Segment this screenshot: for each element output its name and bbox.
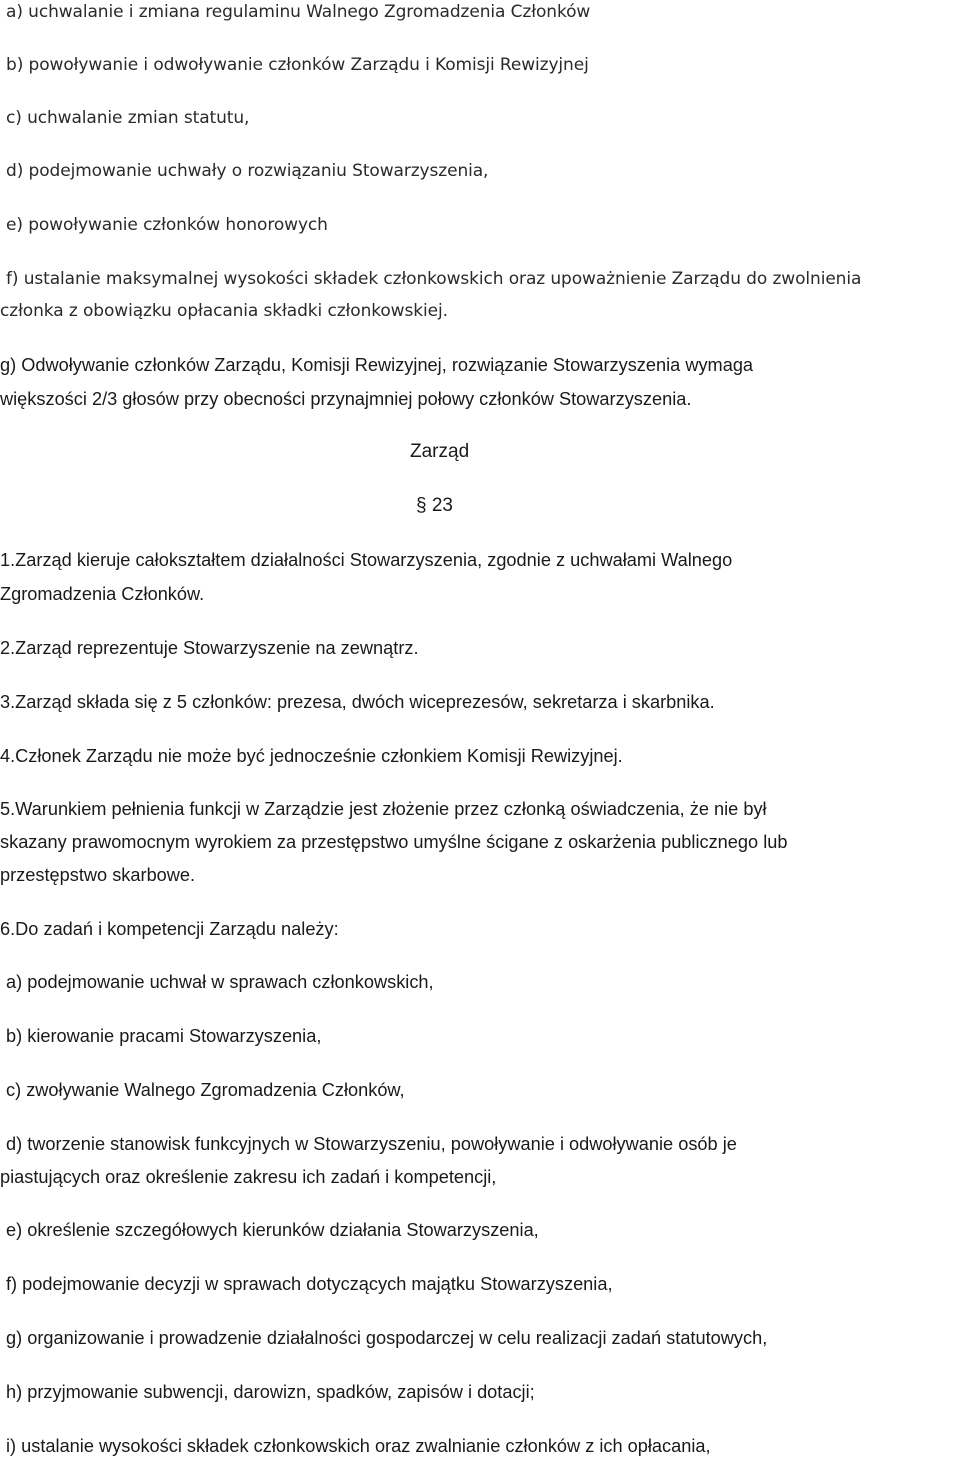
task-item: b) kierowanie pracami Stowarzyszenia,	[6, 1026, 322, 1046]
paragraph-point-continuation: Zgromadzenia Członków.	[0, 584, 205, 604]
task-item: c) zwoływanie Walnego Zgromadzenia Członków,	[6, 1080, 405, 1100]
task-item: f) podejmowanie decyzji w sprawach dotyczących majątku Stowarzyszenia,	[6, 1274, 613, 1294]
paragraph-point: 6.Do zadań i kompetencji Zarządu należy:	[0, 919, 339, 939]
list-item: b) powoływanie i odwoływanie członków Zarządu i Komisji Rewizyjnej	[6, 55, 589, 75]
paragraph-point-continuation: skazany prawomocnym wyrokiem za przestępstwo umyślne ścigane z oskarżenia publicznego lub	[0, 832, 788, 852]
paragraph-number: § 23	[416, 495, 453, 516]
list-item: g) Odwoływanie członków Zarządu, Komisji Rewizyjnej, rozwiązanie Stowarzyszenia wymaga	[0, 355, 754, 375]
task-item: d) tworzenie stanowisk funkcyjnych w Stowarzyszeniu, powoływanie i odwoływanie osób je	[6, 1134, 737, 1154]
list-item: c) uchwalanie zmian statutu,	[6, 108, 250, 128]
list-item: d) podejmowanie uchwały o rozwiązaniu Stowarzyszenia,	[6, 161, 489, 181]
list-item: e) powoływanie członków honorowych	[6, 215, 328, 235]
list-item-continuation: członka z obowiązku opłacania składki członkowskiej.	[0, 301, 448, 321]
task-item-continuation: piastujących oraz określenie zakresu ich zadań i kompetencji,	[0, 1167, 497, 1187]
paragraph-point: 4.Członek Zarządu nie może być jednocześnie członkiem Komisji Rewizyjnej.	[0, 746, 623, 766]
paragraph-point: 1.Zarząd kieruje całokształtem działalności Stowarzyszenia, zgodnie z uchwałami Walnego	[0, 550, 733, 570]
list-item-continuation: większości 2/3 głosów przy obecności przynajmniej połowy członków Stowarzyszenia.	[0, 389, 692, 409]
paragraph-point: 5.Warunkiem pełnienia funkcji w Zarządzie jest złożenie przez członką oświadczenia, że nie był	[0, 799, 767, 819]
list-item: a) uchwalanie i zmiana regulaminu Walnego Zgromadzenia Członków	[6, 2, 591, 22]
task-item: h) przyjmowanie subwencji, darowizn, spadków, zapisów i dotacji;	[6, 1382, 535, 1402]
task-item: e) określenie szczegółowych kierunków działania Stowarzyszenia,	[6, 1220, 539, 1240]
task-item: a) podejmowanie uchwał w sprawach członkowskich,	[6, 972, 434, 992]
task-item: g) organizowanie i prowadzenie działalności gospodarczej w celu realizacji zadań statutowych,	[6, 1328, 768, 1348]
paragraph-point: 3.Zarząd składa się z 5 członków: prezesa, dwóch wiceprezesów, sekretarza i skarbnika.	[0, 692, 715, 712]
task-item: i) ustalanie wysokości składek członkowskich oraz zwalnianie członków z ich opłacania,	[6, 1436, 711, 1456]
list-item: f) ustalanie maksymalnej wysokości składek członkowskich oraz upoważnienie Zarządu do zwolnienia	[6, 269, 862, 289]
paragraph-point: 2.Zarząd reprezentuje Stowarzyszenie na zewnątrz.	[0, 638, 419, 658]
paragraph-point-continuation: przestępstwo skarbowe.	[0, 865, 196, 885]
section-title: Zarząd	[410, 441, 470, 462]
